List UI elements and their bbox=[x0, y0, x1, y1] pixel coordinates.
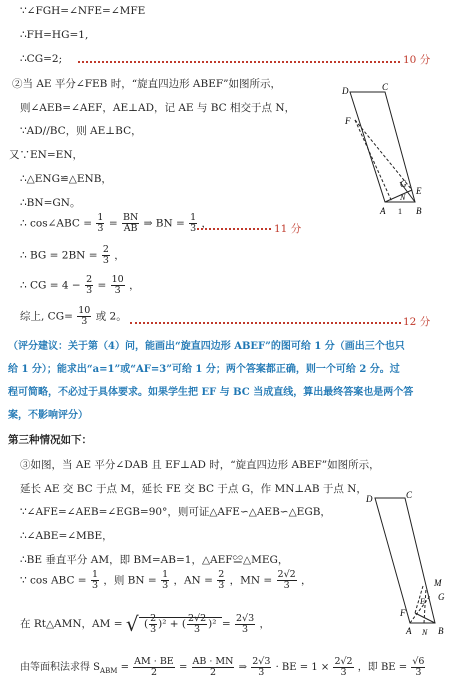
cg-equation: ∴ CG = 4 − $\frac{2}{3}$ = $\frac{10}{3}$ ， bbox=[20, 274, 140, 296]
case2-intro: ②当 AE 平分∠FEB 时，“旋直四边形 ABEF”如图所示， bbox=[12, 78, 282, 90]
label-N: N bbox=[400, 193, 406, 202]
label-N: N bbox=[422, 628, 428, 637]
case2-line1: 则∠AEB=∠AEF，AE⊥AD，记 AE 与 BC 相交于点 N， bbox=[20, 102, 296, 114]
label-1: 1 bbox=[398, 207, 402, 216]
case3-line4: ∴BE 垂直平分 AM，即 BM=AB=1，△AEF≌△MEG， bbox=[20, 554, 289, 566]
label-M: M bbox=[434, 578, 442, 588]
case3-intro: ③如图，当 AE 平分∠DAB 且 EF⊥AD 时，“旋直四边形 ABEF”如图所示， bbox=[20, 459, 380, 471]
scoring-note-1: （评分建议：关于第（4）问，能画出“旋直四边形 ABEF”的图可给 1 分（画出三个也只 bbox=[8, 341, 405, 352]
case2-line5: ∴BN=GN。 bbox=[20, 197, 81, 209]
label-G: G bbox=[438, 592, 445, 602]
label-C: C bbox=[382, 82, 389, 92]
label-B: B bbox=[438, 626, 444, 636]
score-12: 12 分 bbox=[403, 316, 431, 328]
label-D: D bbox=[366, 494, 373, 504]
label-D: D bbox=[342, 86, 349, 96]
scoring-note-3: 程可简略，不必过于具体要求。如果学生把 EF 与 BC 当成直线，算出最终答案也是两个答 bbox=[8, 387, 414, 398]
label-F: F bbox=[345, 116, 351, 126]
am-computation: 在 Rt△AMN，AM = √ ( $\frac{2}{3}$ )² + ( $\frac{2√2}{3}$ )² = $\frac{2√3}{3}$ ， bbox=[20, 612, 270, 636]
case3-line2: ∵∠AFE=∠AEB=∠EGB=90°，则可证△AFE∽△AEB∽△EGB， bbox=[20, 506, 331, 518]
cos-equation: ∴ cos∠ABC = $\frac{1}{3}$ = $\frac{BN}{AB}$ ⇒ BN = $\frac{1}{3}$ ， bbox=[20, 212, 213, 234]
scoring-note-2: 给 1 分）；能求出“a=1”或“AF=3”可给 1 分；两个答案都正确，则一个可给 2 分。过 bbox=[8, 364, 400, 375]
case2-line2: ∵AD//BC，则 AE⊥BC， bbox=[20, 125, 142, 137]
line-angles: ∵∠FGH=∠NFE=∠MFE bbox=[20, 5, 146, 17]
case3-line1: 延长 AE 交 BC 于点 M，延长 FE 交 BC 于点 G，作 MN⊥AB 于点 N， bbox=[20, 483, 367, 495]
cos-abc-values: ∵ cos ABC = $\frac{1}{3}$ ，则 BN = $\frac{1}{3}$ ，AN = $\frac{2}{3}$ ，MN = $\frac{2√2}{3}$ ， bbox=[20, 569, 312, 591]
line-fh-hg: ∴FH=HG=1, bbox=[20, 29, 89, 41]
score-leader bbox=[130, 322, 401, 324]
score-leader bbox=[78, 61, 400, 63]
figure-rhombus-case3 bbox=[360, 488, 455, 638]
label-F: F bbox=[400, 608, 406, 618]
third-case-heading: 第三种情况如下： bbox=[8, 434, 92, 446]
label-B: B bbox=[416, 206, 422, 216]
label-E: E bbox=[420, 597, 425, 606]
label-E: E bbox=[416, 186, 422, 196]
score-11: 11 分 bbox=[274, 223, 302, 235]
label-A: A bbox=[380, 206, 386, 216]
label-A: A bbox=[406, 626, 412, 636]
bg-equation: ∴ BG = 2BN = $\frac{2}{3}$ ， bbox=[20, 244, 125, 266]
figure-rhombus-case2 bbox=[330, 82, 430, 222]
area-computation: 由等面积法求得 $S_{ABM}$ = $\frac{AM \cdot BE}{2}$ = $\frac{AB \cdot MN}{2}$ ⇒ $\frac{2√3}{3}$ · BE = 1 × $\frac{2√2}{3}$ ，即 BE = $\frac{√6}{3}$ bbox=[20, 656, 425, 678]
case2-line3: 又∵EN=EN， bbox=[9, 149, 84, 161]
label-G: G bbox=[400, 179, 407, 189]
score-10: 10 分 bbox=[403, 54, 431, 66]
case2-line4: ∴△ENG≌△ENB， bbox=[20, 173, 112, 185]
case3-line3: ∴∠ABE=∠MBE， bbox=[20, 530, 113, 542]
score-leader bbox=[197, 228, 271, 230]
line-cg-2: ∴CG=2; bbox=[20, 53, 63, 65]
summary-line: 综上, CG= $\frac{10}{3}$ 或 2。 bbox=[20, 305, 127, 327]
scoring-note-4: 案，不影响评分） bbox=[8, 410, 88, 421]
label-C: C bbox=[406, 490, 413, 500]
